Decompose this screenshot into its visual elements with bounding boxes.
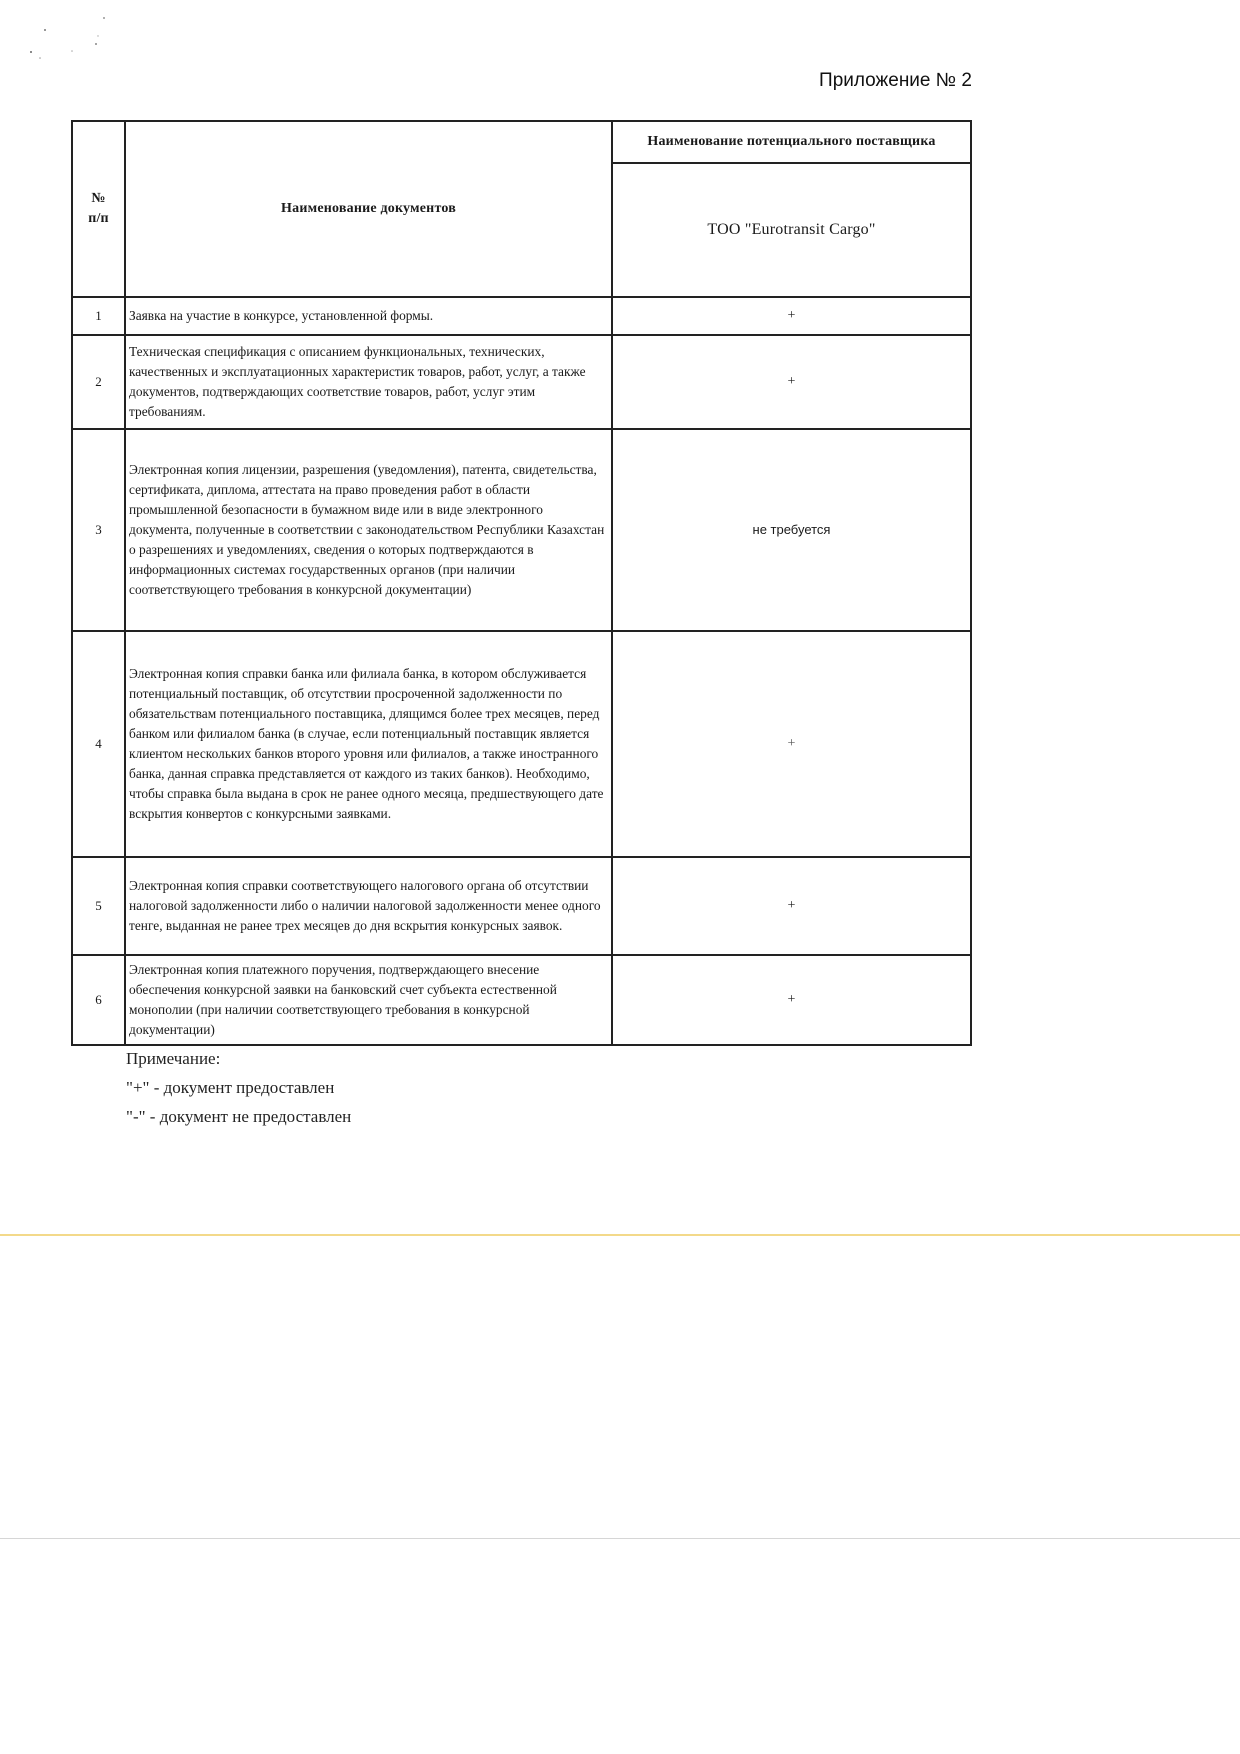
notes-block xyxy=(126,1044,351,1131)
row-number: 6 xyxy=(72,955,125,1045)
row-number: 4 xyxy=(72,631,125,857)
scan-specks xyxy=(28,14,128,74)
table-row xyxy=(72,857,971,955)
documents-table xyxy=(71,120,972,1046)
row-number: 5 xyxy=(72,857,125,955)
row-document: Заявка на участие в конкурсе, установленной формы. xyxy=(125,297,612,335)
row-mark: + xyxy=(612,857,971,955)
note-minus: "-" - документ не предоставлен xyxy=(126,1107,352,1126)
row-mark: не требуется xyxy=(612,429,971,631)
row-document: Электронная копия справки соответствующего налогового органа об отсутствии налоговой задолженности либо о наличии налоговой задолженности менее одного тенге, выданная не ранее трех месяцев до дня вскрытия конкурсных заявок. xyxy=(125,857,612,955)
page-divider xyxy=(0,1538,1240,1539)
row-number: 2 xyxy=(72,335,125,429)
table-row xyxy=(72,429,971,631)
table-header-row xyxy=(72,121,971,163)
row-number: 3 xyxy=(72,429,125,631)
header-supplier-name: ТОО "Eurotransit Cargo" xyxy=(612,163,971,297)
table-row xyxy=(72,955,971,1045)
row-document: Электронная копия платежного поручения, подтверждающего внесение обеспечения конкурсной заявки на банковский счет субъекта естественной монополии (при наличии соответствующего требования в конкурсной документации) xyxy=(125,955,612,1045)
row-number: 1 xyxy=(72,297,125,335)
notes-title: Примечание: xyxy=(126,1049,221,1068)
row-mark: + xyxy=(612,631,971,857)
table-row xyxy=(72,335,971,429)
table-row xyxy=(72,631,971,857)
note-plus: "+" - документ предоставлен xyxy=(126,1078,335,1097)
row-mark: + xyxy=(612,297,971,335)
header-supplier-group: Наименование потенциального поставщика xyxy=(612,121,971,163)
row-document: Техническая спецификация с описанием функциональных, технических, качественных и эксплуатационных характеристик товаров, работ, услуг, а также документов, подтверждающих соответствие товаров, работ, услуг этим требованиям. xyxy=(125,335,612,429)
appendix-label: Приложение № 2 xyxy=(819,70,972,91)
header-documents: Наименование документов xyxy=(125,121,612,297)
row-document: Электронная копия справки банка или филиала банка, в котором обслуживается потенциальный поставщик, об отсутствии просроченной задолженности по обязательствам потенциального поставщика, длящимся более трех месяцев, перед банком или филиалом банка (в случае, если потенциальный поставщик является клиентом нескольких банков второго уровня или филиалов, а также иностранного банка, данная справка представляется от каждого из таких банков). Необходимо, чтобы справка была выдана в срок не ранее одного месяца, предшествующего дате вскрытия конвертов с конкурсными заявками. xyxy=(125,631,612,857)
header-number: № п/п xyxy=(72,121,125,297)
table-row xyxy=(72,297,971,335)
row-mark: + xyxy=(612,335,971,429)
row-mark: + xyxy=(612,955,971,1045)
page-divider xyxy=(0,1234,1240,1236)
row-document: Электронная копия лицензии, разрешения (уведомления), патента, свидетельства, сертификата, диплома, аттестата на право проведения работ в области промышленной безопасности в бумажном виде или в виде электронного документа, полученные в соответствии с законодательством Республики Казахстан о разрешениях и уведомлениях, сведения о которых подтверждаются в информационных системах государственных органов (при наличии соответствующего требования в конкурсной документации) xyxy=(125,429,612,631)
